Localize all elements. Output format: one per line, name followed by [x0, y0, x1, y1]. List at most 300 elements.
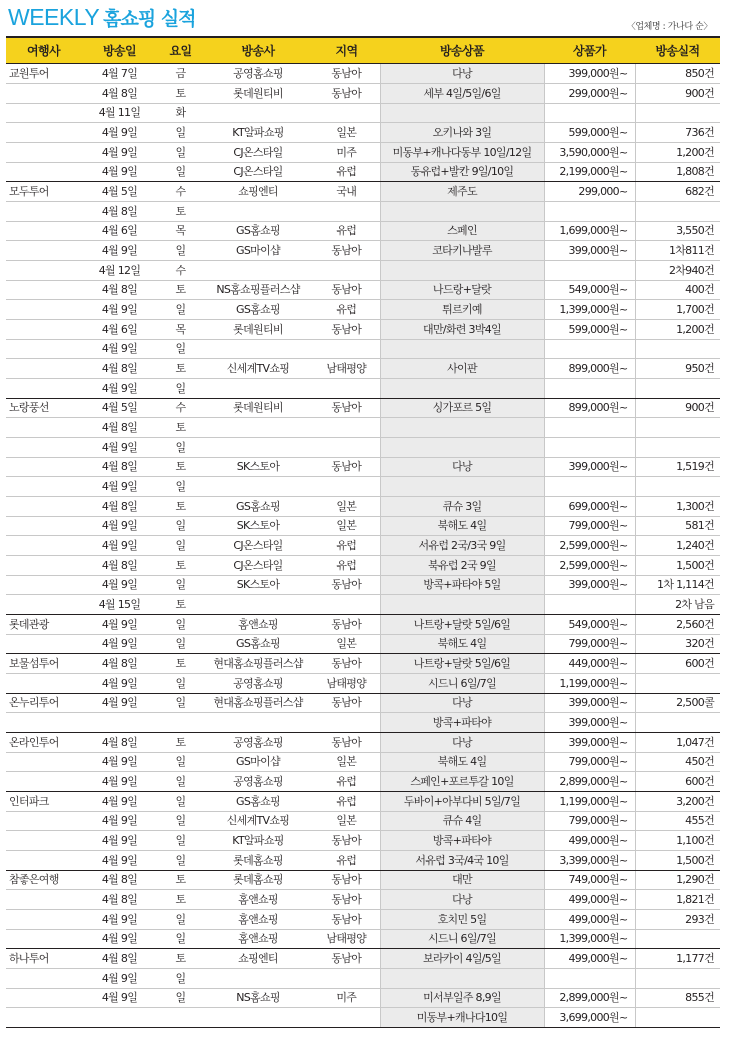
product-cell: 대만/화련 3박4일	[380, 320, 544, 340]
agency-cell	[6, 831, 81, 851]
price-cell: 749,000원~	[544, 871, 635, 890]
date-cell: 4월 9일	[81, 143, 158, 163]
product-cell: 북해도 4일	[380, 517, 544, 536]
agency-cell	[6, 418, 81, 438]
region-cell: 동남아	[313, 654, 380, 674]
weekday-cell: 수	[158, 182, 203, 202]
table-row	[6, 753, 720, 772]
product-cell: 보라카이 4일/5일	[380, 949, 544, 969]
performance-cell: 1,290건	[635, 871, 720, 890]
weekday-cell: 일	[158, 812, 203, 831]
performance-cell: 950건	[635, 359, 720, 379]
price-cell: 3,699,000원~	[544, 1008, 635, 1028]
table-row	[6, 890, 720, 910]
weekday-cell: 토	[158, 281, 203, 300]
date-cell: 4월 9일	[81, 477, 158, 497]
product-cell: 방콕+파타야 5일	[380, 576, 544, 595]
performance-cell	[635, 104, 720, 123]
performance-cell	[635, 713, 720, 733]
table-row	[6, 576, 720, 595]
price-cell: 499,000원~	[544, 910, 635, 930]
weekday-cell: 토	[158, 497, 203, 517]
table-row	[6, 674, 720, 694]
header-channel: 방송사	[203, 37, 313, 64]
region-cell	[313, 438, 380, 458]
date-cell: 4월 8일	[81, 359, 158, 379]
price-cell: 2,899,000원~	[544, 772, 635, 792]
weekday-cell: 일	[158, 438, 203, 458]
channel-cell: 롯데원티비	[203, 320, 313, 340]
performance-cell: 1,300건	[635, 497, 720, 517]
date-cell: 4월 9일	[81, 930, 158, 949]
weekday-cell: 토	[158, 458, 203, 477]
date-cell: 4월 8일	[81, 202, 158, 222]
product-cell: 북해도 4일	[380, 753, 544, 772]
price-cell: 799,000원~	[544, 753, 635, 772]
channel-cell: CJ온스타일	[203, 143, 313, 163]
channel-cell: GS홈쇼핑	[203, 635, 313, 654]
table-row	[6, 989, 720, 1008]
price-cell: 899,000원~	[544, 359, 635, 379]
region-cell: 동남아	[313, 241, 380, 261]
region-cell: 유럽	[313, 300, 380, 320]
product-cell: 미동부+캐나다동부 10일/12일	[380, 143, 544, 163]
product-cell: 북해도 4일	[380, 635, 544, 654]
weekday-cell: 목	[158, 320, 203, 340]
channel-cell: 공영홈쇼핑	[203, 64, 313, 84]
date-cell: 4월 9일	[81, 615, 158, 635]
product-cell: 동유럽+발칸 9일/10일	[380, 163, 544, 182]
product-cell: 나트랑+달랏 5일/6일	[380, 615, 544, 635]
product-cell: 다낭	[380, 733, 544, 753]
product-cell: 호치민 5일	[380, 910, 544, 930]
weekday-cell: 토	[158, 949, 203, 969]
date-cell: 4월 9일	[81, 438, 158, 458]
agency-cell	[6, 123, 81, 143]
channel-cell: 쇼핑엔티	[203, 182, 313, 202]
region-cell	[313, 713, 380, 733]
price-cell: 1,399,000원~	[544, 930, 635, 949]
product-cell: 북유럽 2국 9일	[380, 556, 544, 576]
price-cell: 399,000원~	[544, 64, 635, 84]
product-cell: 다낭	[380, 64, 544, 84]
performance-cell: 900건	[635, 399, 720, 418]
performance-cell: 1차811건	[635, 241, 720, 261]
table-row	[6, 556, 720, 576]
product-cell: 다낭	[380, 458, 544, 477]
table-row	[6, 812, 720, 831]
region-cell: 국내	[313, 182, 380, 202]
performance-cell: 1,240건	[635, 536, 720, 556]
price-cell	[544, 969, 635, 989]
weekday-cell: 일	[158, 910, 203, 930]
performance-cell: 400건	[635, 281, 720, 300]
product-cell: 나드랑+달랏	[380, 281, 544, 300]
date-cell: 4월 9일	[81, 753, 158, 772]
product-cell: 오키나와 3일	[380, 123, 544, 143]
page-title	[8, 4, 196, 32]
agency-cell	[6, 202, 81, 222]
table-row	[6, 418, 720, 438]
agency-cell	[6, 84, 81, 104]
performance-cell: 1,047건	[635, 733, 720, 753]
table-row	[6, 772, 720, 792]
channel-cell: GS마이샵	[203, 241, 313, 261]
table-row	[6, 340, 720, 359]
region-cell	[313, 379, 380, 399]
region-cell: 유럽	[313, 222, 380, 241]
agency-cell	[6, 536, 81, 556]
region-cell: 미주	[313, 143, 380, 163]
weekday-cell: 토	[158, 84, 203, 104]
table-row	[6, 222, 720, 241]
price-cell: 499,000원~	[544, 890, 635, 910]
price-cell: 599,000원~	[544, 320, 635, 340]
table-row	[6, 733, 720, 753]
channel-cell: CJ온스타일	[203, 163, 313, 182]
date-cell: 4월 8일	[81, 281, 158, 300]
date-cell: 4월 9일	[81, 517, 158, 536]
table-row	[6, 84, 720, 104]
channel-cell: 홈앤쇼핑	[203, 930, 313, 949]
performance-cell: 2,500콜	[635, 694, 720, 713]
price-cell: 899,000원~	[544, 399, 635, 418]
product-cell: 싱가포르 5일	[380, 399, 544, 418]
weekday-cell: 일	[158, 143, 203, 163]
region-cell: 동남아	[313, 949, 380, 969]
channel-cell: GS마이샵	[203, 753, 313, 772]
date-cell: 4월 8일	[81, 84, 158, 104]
channel-cell: CJ온스타일	[203, 536, 313, 556]
weekday-cell: 일	[158, 851, 203, 871]
performance-cell	[635, 340, 720, 359]
product-cell: 다낭	[380, 694, 544, 713]
performance-cell: 900건	[635, 84, 720, 104]
agency-cell	[6, 753, 81, 772]
price-cell	[544, 202, 635, 222]
price-cell	[544, 438, 635, 458]
performance-cell	[635, 477, 720, 497]
region-cell: 일본	[313, 123, 380, 143]
price-cell: 599,000원~	[544, 123, 635, 143]
weekday-cell: 일	[158, 241, 203, 261]
price-cell: 2,899,000원~	[544, 989, 635, 1008]
agency-cell	[6, 989, 81, 1008]
weekday-cell: 일	[158, 163, 203, 182]
date-cell: 4월 9일	[81, 792, 158, 812]
region-cell: 일본	[313, 497, 380, 517]
table-row	[6, 969, 720, 989]
region-cell: 동남아	[313, 458, 380, 477]
weekday-cell: 수	[158, 261, 203, 281]
performance-cell: 682건	[635, 182, 720, 202]
date-cell: 4월 9일	[81, 300, 158, 320]
performance-cell: 600건	[635, 772, 720, 792]
channel-cell: 신세계TV쇼핑	[203, 812, 313, 831]
date-cell: 4월 9일	[81, 674, 158, 694]
weekday-cell: 일	[158, 989, 203, 1008]
region-cell: 동남아	[313, 64, 380, 84]
region-cell: 일본	[313, 517, 380, 536]
price-cell: 1,199,000원~	[544, 792, 635, 812]
table-row	[6, 104, 720, 123]
date-cell: 4월 8일	[81, 497, 158, 517]
header-region: 지역	[313, 37, 380, 64]
agency-cell: 노랑풍선	[6, 399, 81, 418]
weekday-cell: 일	[158, 300, 203, 320]
region-cell: 유럽	[313, 792, 380, 812]
weekday-cell: 일	[158, 517, 203, 536]
performance-cell: 2차940건	[635, 261, 720, 281]
product-cell: 대만	[380, 871, 544, 890]
performance-cell: 450건	[635, 753, 720, 772]
weekday-cell: 토	[158, 595, 203, 615]
performance-cell	[635, 438, 720, 458]
date-cell: 4월 8일	[81, 871, 158, 890]
performance-cell: 1차 1,114건	[635, 576, 720, 595]
product-cell: 세부 4일/5일/6일	[380, 84, 544, 104]
price-cell: 399,000원~	[544, 241, 635, 261]
performance-cell: 293건	[635, 910, 720, 930]
region-cell: 동남아	[313, 910, 380, 930]
table-row	[6, 595, 720, 615]
agency-cell	[6, 713, 81, 733]
channel-cell: NS홈쇼핑플러스샵	[203, 281, 313, 300]
channel-cell	[203, 595, 313, 615]
weekday-cell	[158, 1008, 203, 1028]
weekday-cell: 일	[158, 635, 203, 654]
weekday-cell: 일	[158, 379, 203, 399]
region-cell: 동남아	[313, 281, 380, 300]
agency-cell	[6, 910, 81, 930]
channel-cell: 홈앤쇼핑	[203, 890, 313, 910]
channel-cell: 롯데홈쇼핑	[203, 851, 313, 871]
agency-cell	[6, 359, 81, 379]
product-cell: 다낭	[380, 890, 544, 910]
price-cell: 499,000원~	[544, 949, 635, 969]
agency-cell: 하나투어	[6, 949, 81, 969]
price-cell: 699,000원~	[544, 497, 635, 517]
date-cell	[81, 713, 158, 733]
date-cell: 4월 8일	[81, 418, 158, 438]
agency-cell	[6, 320, 81, 340]
performance-cell: 2차 남음	[635, 595, 720, 615]
table-row	[6, 399, 720, 418]
date-cell: 4월 9일	[81, 969, 158, 989]
channel-cell: NS홈쇼핑	[203, 989, 313, 1008]
performance-cell: 1,500건	[635, 556, 720, 576]
date-cell: 4월 7일	[81, 64, 158, 84]
agency-cell: 교원투어	[6, 64, 81, 84]
agency-cell	[6, 576, 81, 595]
agency-cell	[6, 143, 81, 163]
channel-cell: 공영홈쇼핑	[203, 772, 313, 792]
date-cell: 4월 9일	[81, 241, 158, 261]
table-row	[6, 261, 720, 281]
date-cell: 4월 5일	[81, 399, 158, 418]
agency-cell	[6, 812, 81, 831]
product-cell: 튀르키예	[380, 300, 544, 320]
table-header-row	[6, 37, 720, 64]
table-row	[6, 281, 720, 300]
table-row	[6, 182, 720, 202]
date-cell: 4월 9일	[81, 989, 158, 1008]
region-cell	[313, 202, 380, 222]
price-cell: 399,000원~	[544, 576, 635, 595]
price-cell: 799,000원~	[544, 635, 635, 654]
date-cell: 4월 8일	[81, 556, 158, 576]
date-cell: 4월 9일	[81, 831, 158, 851]
performance-cell	[635, 930, 720, 949]
region-cell: 일본	[313, 753, 380, 772]
region-cell: 동남아	[313, 320, 380, 340]
price-cell: 399,000원~	[544, 713, 635, 733]
table-row	[6, 241, 720, 261]
region-cell: 미주	[313, 989, 380, 1008]
agency-cell	[6, 517, 81, 536]
weekday-cell: 토	[158, 556, 203, 576]
performance-cell: 1,200건	[635, 320, 720, 340]
channel-cell	[203, 340, 313, 359]
price-cell: 1,199,000원~	[544, 674, 635, 694]
performance-cell: 581건	[635, 517, 720, 536]
agency-cell	[6, 497, 81, 517]
channel-cell: GS홈쇼핑	[203, 222, 313, 241]
product-cell: 스페인+포르투갈 10일	[380, 772, 544, 792]
price-cell: 399,000원~	[544, 694, 635, 713]
table-row	[6, 635, 720, 654]
performance-cell: 850건	[635, 64, 720, 84]
weekday-cell: 일	[158, 831, 203, 851]
agency-cell	[6, 851, 81, 871]
performance-cell	[635, 202, 720, 222]
agency-cell	[6, 1008, 81, 1028]
product-cell: 서유럽 3국/4국 10일	[380, 851, 544, 871]
table-row	[6, 143, 720, 163]
table-row	[6, 320, 720, 340]
date-cell: 4월 9일	[81, 635, 158, 654]
performance-cell: 1,808건	[635, 163, 720, 182]
channel-cell	[203, 202, 313, 222]
channel-cell	[203, 1008, 313, 1028]
channel-cell: GS홈쇼핑	[203, 792, 313, 812]
price-cell: 399,000원~	[544, 458, 635, 477]
performance-cell: 3,550건	[635, 222, 720, 241]
channel-cell	[203, 477, 313, 497]
product-cell	[380, 104, 544, 123]
agency-cell	[6, 222, 81, 241]
table-row	[6, 438, 720, 458]
date-cell: 4월 9일	[81, 576, 158, 595]
weekday-cell: 토	[158, 654, 203, 674]
date-cell: 4월 9일	[81, 163, 158, 182]
date-cell: 4월 9일	[81, 379, 158, 399]
region-cell: 남태평양	[313, 359, 380, 379]
price-cell: 2,199,000원~	[544, 163, 635, 182]
performance-cell: 1,177건	[635, 949, 720, 969]
weekday-cell: 토	[158, 733, 203, 753]
weekday-cell: 일	[158, 753, 203, 772]
performance-cell: 1,519건	[635, 458, 720, 477]
price-cell: 399,000원~	[544, 733, 635, 753]
weekday-cell: 일	[158, 969, 203, 989]
table-row	[6, 359, 720, 379]
price-cell	[544, 379, 635, 399]
region-cell: 동남아	[313, 733, 380, 753]
region-cell	[313, 477, 380, 497]
date-cell: 4월 8일	[81, 890, 158, 910]
weekday-cell: 일	[158, 930, 203, 949]
channel-cell: GS홈쇼핑	[203, 497, 313, 517]
table-row	[6, 713, 720, 733]
region-cell	[313, 595, 380, 615]
agency-cell	[6, 241, 81, 261]
product-cell	[380, 202, 544, 222]
region-cell: 유럽	[313, 556, 380, 576]
channel-cell: CJ온스타일	[203, 556, 313, 576]
table-row	[6, 517, 720, 536]
product-cell: 스페인	[380, 222, 544, 241]
region-cell: 동남아	[313, 84, 380, 104]
product-cell	[380, 340, 544, 359]
agency-cell: 온라인투어	[6, 733, 81, 753]
agency-cell: 온누리투어	[6, 694, 81, 713]
region-cell: 유럽	[313, 536, 380, 556]
table-row	[6, 930, 720, 949]
agency-cell	[6, 379, 81, 399]
product-cell: 큐슈 3일	[380, 497, 544, 517]
weekday-cell: 일	[158, 772, 203, 792]
agency-cell	[6, 163, 81, 182]
product-cell: 시드니 6일/7일	[380, 930, 544, 949]
region-cell: 남태평양	[313, 674, 380, 694]
weekday-cell: 목	[158, 222, 203, 241]
product-cell: 제주도	[380, 182, 544, 202]
channel-cell: KT알파쇼핑	[203, 123, 313, 143]
channel-cell: SK스토아	[203, 576, 313, 595]
channel-cell: 홈앤쇼핑	[203, 615, 313, 635]
table-row	[6, 851, 720, 871]
performance-cell: 1,500건	[635, 851, 720, 871]
date-cell: 4월 6일	[81, 320, 158, 340]
date-cell: 4월 9일	[81, 340, 158, 359]
agency-cell	[6, 104, 81, 123]
channel-cell: 현대홈쇼핑플러스샵	[203, 654, 313, 674]
date-cell: 4월 15일	[81, 595, 158, 615]
region-cell	[313, 340, 380, 359]
product-cell	[380, 418, 544, 438]
product-cell: 미서부일주 8,9일	[380, 989, 544, 1008]
price-cell	[544, 418, 635, 438]
agency-cell: 모두투어	[6, 182, 81, 202]
header-date: 방송일	[81, 37, 158, 64]
agency-cell: 인터파크	[6, 792, 81, 812]
table-row	[6, 458, 720, 477]
weekday-cell: 일	[158, 615, 203, 635]
date-cell: 4월 9일	[81, 536, 158, 556]
channel-cell: 현대홈쇼핑플러스샵	[203, 694, 313, 713]
performance-cell: 2,560건	[635, 615, 720, 635]
region-cell: 일본	[313, 812, 380, 831]
table-body	[6, 64, 720, 1028]
date-cell: 4월 8일	[81, 458, 158, 477]
table-row	[6, 202, 720, 222]
performance-cell: 3,200건	[635, 792, 720, 812]
weekday-cell: 토	[158, 871, 203, 890]
channel-cell	[203, 379, 313, 399]
price-cell	[544, 261, 635, 281]
region-cell: 동남아	[313, 694, 380, 713]
